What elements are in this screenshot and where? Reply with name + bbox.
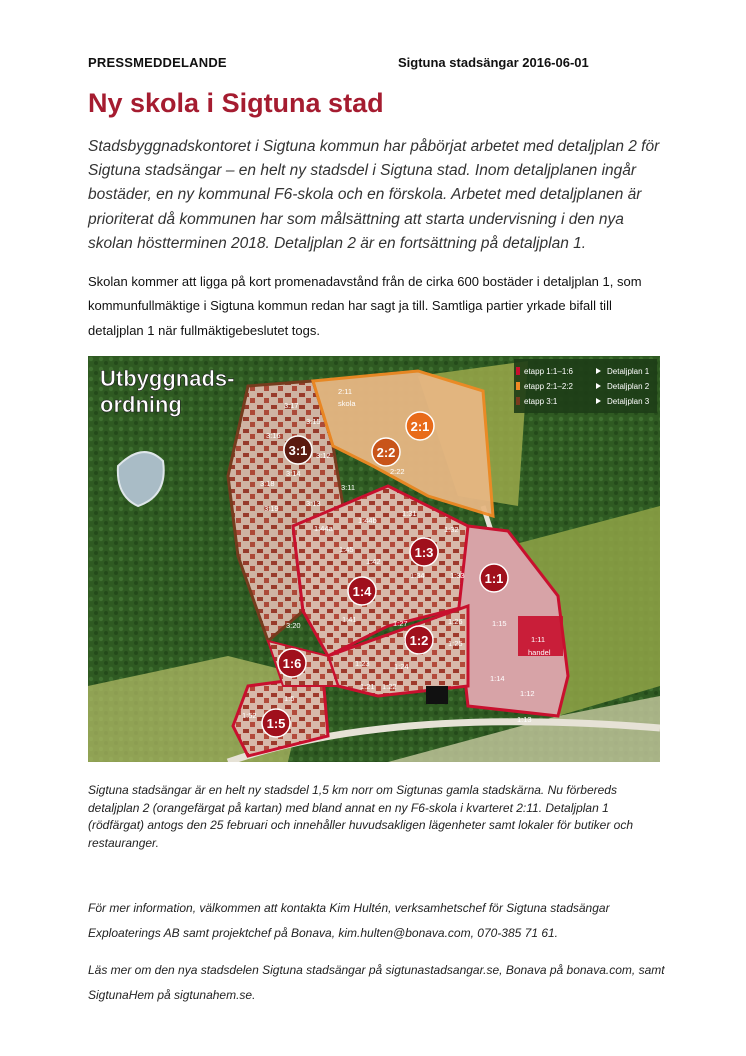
- lead-paragraph: Stadsbyggnadskontoret i Sigtuna kommun har påbörjat arbetet med detaljplan 2 för Sigtuna stadsängar – en helt ny stadsdel i Sigtuna stad. Inom detaljplanen ingår bostäder, en ny kommunal F6-skola och en förskola. Arbetet med detaljplanen är prioriterat då kommunen har som målsättning att starta undervisning i den nya skolan höstterminen 2018. Detaljplan 2 är en fortsättning på detaljplan 1.: [88, 138, 660, 252]
- building-dark: [426, 686, 448, 704]
- legend-plan-2: Detaljplan 3: [607, 397, 650, 406]
- block-label: skola: [338, 399, 356, 408]
- block-label: 1:22: [382, 682, 397, 691]
- block-label: 3:17: [284, 401, 299, 410]
- block-label: 1:21: [360, 682, 375, 691]
- stage-label: 1:6: [282, 656, 302, 671]
- stage-label: 3:1: [288, 443, 308, 458]
- legend-etapp-0: etapp 1:1–1:6: [524, 367, 573, 376]
- block-label: 1:15: [492, 619, 507, 628]
- block-label: 1:12: [520, 689, 535, 698]
- block-label: 3:11: [341, 483, 356, 492]
- stage-label: 1:1: [484, 571, 504, 586]
- block-label: 1:42: [366, 557, 381, 566]
- page-title: Ny skola i Sigtuna stad: [88, 88, 384, 118]
- block-label: 1:33: [450, 571, 465, 580]
- stage-label: 1:2: [409, 633, 429, 648]
- legend-etapp-2: etapp 3:1: [524, 397, 558, 406]
- map-title-line2: ordning: [100, 392, 182, 417]
- block-label: 3:16: [266, 431, 281, 440]
- block-label: 1:25: [448, 639, 463, 648]
- block-label: 3:12: [316, 451, 331, 460]
- stage-label: 1:3: [414, 545, 434, 560]
- block-label: 3:20: [286, 621, 301, 630]
- stage-label: 2:2: [376, 445, 396, 460]
- block-label: 1:26: [448, 617, 463, 626]
- block-label: 2:11: [338, 387, 353, 396]
- block-label: 1:31: [402, 509, 417, 518]
- map-graphic: [88, 356, 660, 762]
- stage-label: 1:5: [266, 716, 286, 731]
- block-label: 1:13: [517, 715, 532, 724]
- legend-etapp-1: etapp 2:1–2:2: [524, 382, 573, 391]
- block-label: 1:32: [444, 525, 459, 534]
- block-label: 1:5: [284, 694, 295, 703]
- block-label: 1:11: [531, 635, 546, 644]
- block-label: 3:18: [260, 479, 275, 488]
- legend-plan-1: Detaljplan 2: [607, 382, 650, 391]
- block-label: 1:24: [394, 662, 409, 671]
- block-label: 1:23: [355, 659, 370, 668]
- map-caption: Sigtuna stadsängar är en helt ny stadsdel 1,5 km norr om Sigtunas gamla stadskärna. Nu förbereds detaljplan 2 (orangefärgat på kartan) med bland annat en ny F6-skola i kvarteret 2:11. Detaljplan 1 (rödfärgat) antogs den 25 februari och innehåller huvudsakligen lägenheter samt lokaler för butiker och restauranger.: [88, 783, 633, 850]
- contact-info: För mer information, välkommen att kontakta Kim Hultén, verksamhetschef för Sigtuna stadsängar Exploaterings AB samt projektchef på Bonava, kim.hulten@bonava.com, 070-385 71 61.: [88, 901, 610, 940]
- block-label: 3:13: [306, 499, 321, 508]
- block-label: 2:22: [390, 467, 405, 476]
- stage-label: 1:4: [352, 584, 372, 599]
- development-map: [88, 356, 660, 762]
- block-label: 1:45: [339, 545, 354, 554]
- legend-plan-0: Detaljplan 1: [607, 367, 650, 376]
- block-label: 1:41: [342, 615, 357, 624]
- block-label: 1:44a: [314, 524, 333, 533]
- legend-swatch-0: [516, 367, 520, 375]
- block-label: 3:15: [306, 417, 321, 426]
- doc-type-label: PRESSMEDDELANDE: [88, 55, 227, 70]
- map-title-line1: Utbyggnads-: [100, 366, 235, 391]
- block-label: 1:34: [410, 571, 425, 580]
- more-info: Läs mer om den nya stadsdelen Sigtuna stadsängar på sigtunastadsangar.se, Bonava på bonava.com, samt SigtunaHem på sigtunahem.se.: [88, 963, 665, 1002]
- body-paragraph: Skolan kommer att ligga på kort promenadavstånd från de cirka 600 bostäder i detaljplan 1, som kommunfullmäktige i Sigtuna kommun redan har sagt ja till. Samtliga partier yrkade bifall till detaljplan 1 när fullmäktigebeslutet togs.: [88, 274, 642, 338]
- block-label: 1:14: [490, 674, 505, 683]
- block-label: 1:44b: [358, 516, 377, 525]
- stage-label: 2:1: [410, 419, 430, 434]
- block-label: 3:19: [264, 504, 279, 513]
- legend-swatch-1: [516, 382, 520, 390]
- block-label: 1:27: [393, 619, 408, 628]
- doc-date-label: Sigtuna stadsängar 2016-06-01: [398, 55, 589, 70]
- block-label: handel: [528, 648, 551, 657]
- legend-swatch-2: [516, 397, 520, 405]
- block-label: 3:14: [286, 469, 301, 478]
- block-label: 1:52: [242, 711, 257, 720]
